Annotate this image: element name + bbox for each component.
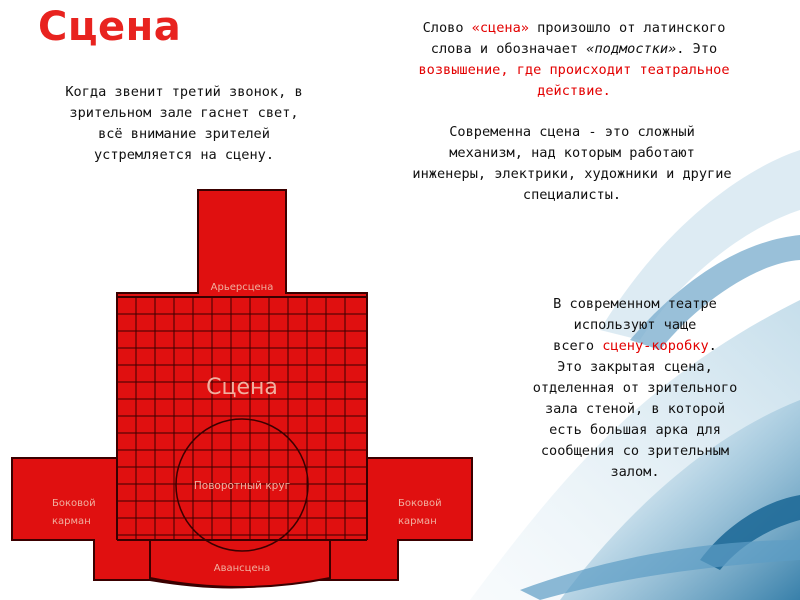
box-line: зала стеной, в которой (544, 401, 726, 417)
box-line: отделенная от зрительного (532, 380, 738, 396)
modern-line: инженеры, электрики, художники и другие (412, 166, 732, 182)
box-line: есть большая арка для (549, 422, 721, 438)
slide-title: Сцена (38, 4, 182, 50)
forestage-label: Авансцена (213, 563, 271, 574)
box-line: используют чаще (573, 317, 697, 333)
origin-text-segment: . Это (676, 41, 718, 57)
origin-highlight-line: действие. (537, 83, 611, 99)
highlight-word: сцену-коробку (602, 338, 709, 354)
highlight-word: «подмостки» (586, 41, 677, 57)
origin-highlight-line: возвышение, где происходит театральное (418, 62, 730, 78)
modern-line: Современна сцена - это сложный (449, 124, 695, 140)
modern-line: механизм, над которым работают (449, 145, 695, 161)
intro-line: Когда звенит третий звонок, в (65, 84, 303, 100)
intro-line: всё внимание зрителей (98, 126, 270, 142)
origin-text-segment: произошло от латинского (528, 20, 726, 36)
rear-stage-label: Арьерсцена (210, 282, 274, 293)
right-pocket-label: Боковой (398, 498, 442, 509)
box-line: Это закрытая сцена, (557, 359, 713, 375)
highlight-word: «сцена» (471, 20, 529, 36)
intro-line: зрительном зале гаснет свет, (69, 105, 299, 121)
right-pocket-label: карман (398, 516, 437, 527)
modern-line: специалисты. (522, 187, 622, 203)
intro-line: устремляется на сцену. (93, 147, 275, 163)
origin-text-segment: Слово (422, 20, 472, 36)
box-text-segment: всего (553, 338, 603, 354)
main-stage-label: Сцена (206, 375, 278, 400)
box-text-segment: . (708, 338, 717, 354)
box-line: сообщения со зрительным (540, 443, 730, 459)
box-line: В современном театре (553, 296, 717, 312)
origin-text-segment: слова и обозначает (430, 41, 587, 57)
left-pocket-label: карман (52, 516, 91, 527)
turntable-label: Поворотный круг (193, 480, 291, 492)
box-line: залом. (610, 464, 660, 480)
left-pocket-label: Боковой (52, 498, 96, 509)
